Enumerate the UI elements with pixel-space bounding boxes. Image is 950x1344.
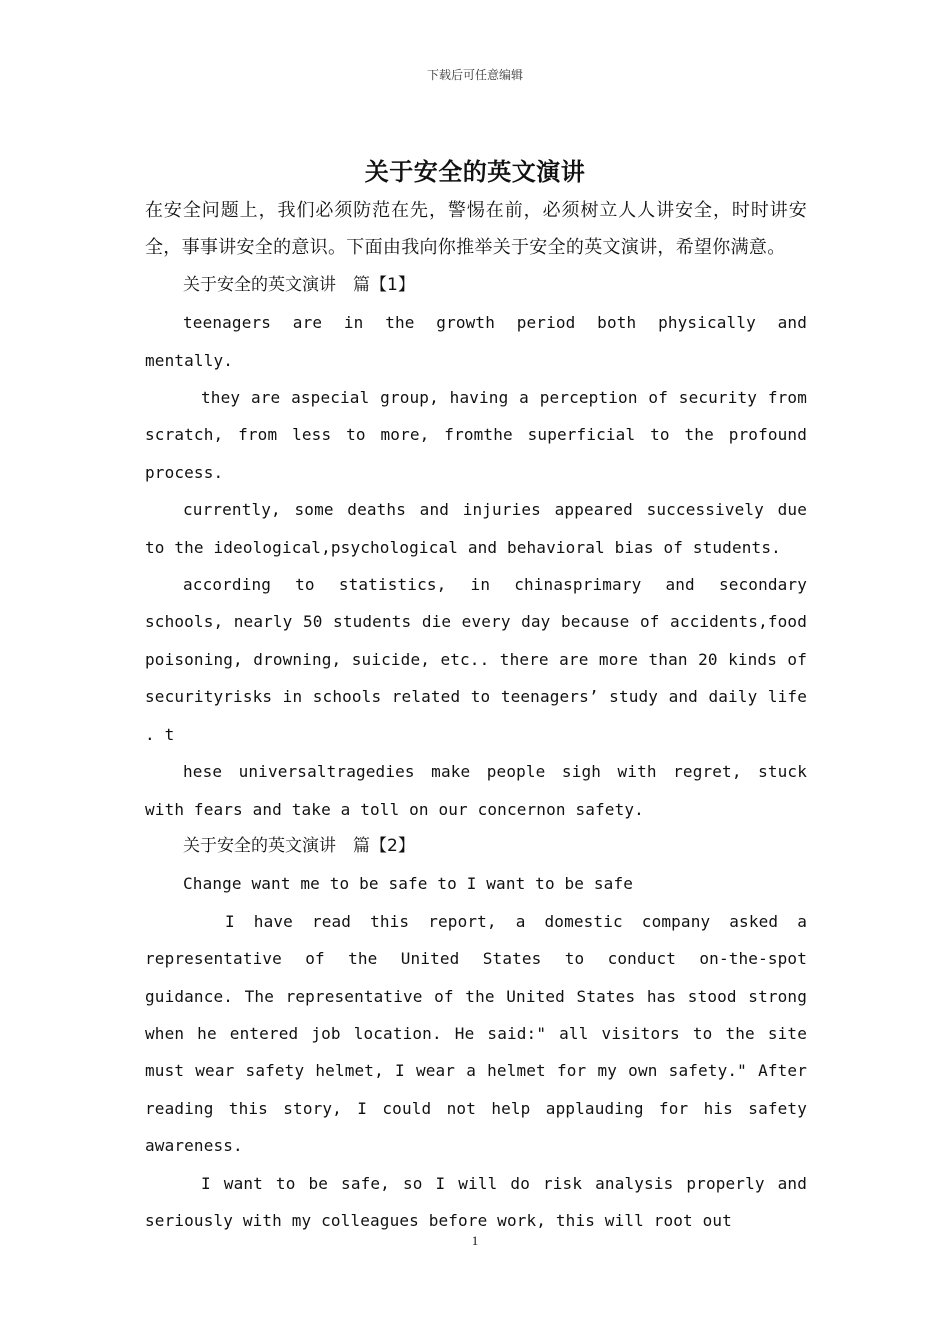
paragraph: hese universaltragedies make people sigh with regret, stuck with fears and take a toll on our concernon safety. <box>145 762 807 819</box>
paragraph: currently, some deaths and injuries appeared successively due to the ideological,psychological and behavioral bias of students. <box>145 500 807 557</box>
paragraph: Change want me to be safe to I want to be safe <box>183 874 634 894</box>
section-heading-2: 关于安全的英文演讲 篇【2】 <box>183 835 415 856</box>
intro-paragraph: 在安全问题上，我们必须防范在先，警惕在前，必须树立人人讲安全，时时讲安全，事事讲安全的意识。下面由我向你推举关于安全的英文演讲，希望你满意。 <box>145 200 807 259</box>
paragraph: they are aspecial group, having a perception of security from scratch, from less to more, fromthe superficial to the profound process. <box>145 388 807 482</box>
paragraph: according to statistics, in chinasprimary and secondary schools, nearly 50 students die every day because of accidents,food poisoning, drowning, suicide, etc.. there are more than 20 kinds of securityrisks in schools related to teenagers’ study and daily life . t <box>145 575 807 744</box>
page-number: 1 <box>471 1233 479 1248</box>
paragraph: teenagers are in the growth period both physically and mentally. <box>145 313 807 370</box>
section-heading-1: 关于安全的英文演讲 篇【1】 <box>183 274 415 295</box>
paragraph: I want to be safe, so I will do risk analysis properly and seriously with my colleagues before work, this will root out <box>145 1173 807 1230</box>
document-title: 关于安全的英文演讲 <box>364 158 586 186</box>
page-header-note: 下载后可任意编辑 <box>426 68 523 82</box>
paragraph: I have read this report, a domestic company asked a representative of the United States to conduct on-the-spot guidance. The representative of the United States has stood strong when he entered job location. He said:" all visitors to the site must wear safety helmet, I wear a helmet for my own safety." After reading this story, I could not help applauding for his safety awareness. <box>145 911 807 1156</box>
document-body <box>145 192 807 1239</box>
